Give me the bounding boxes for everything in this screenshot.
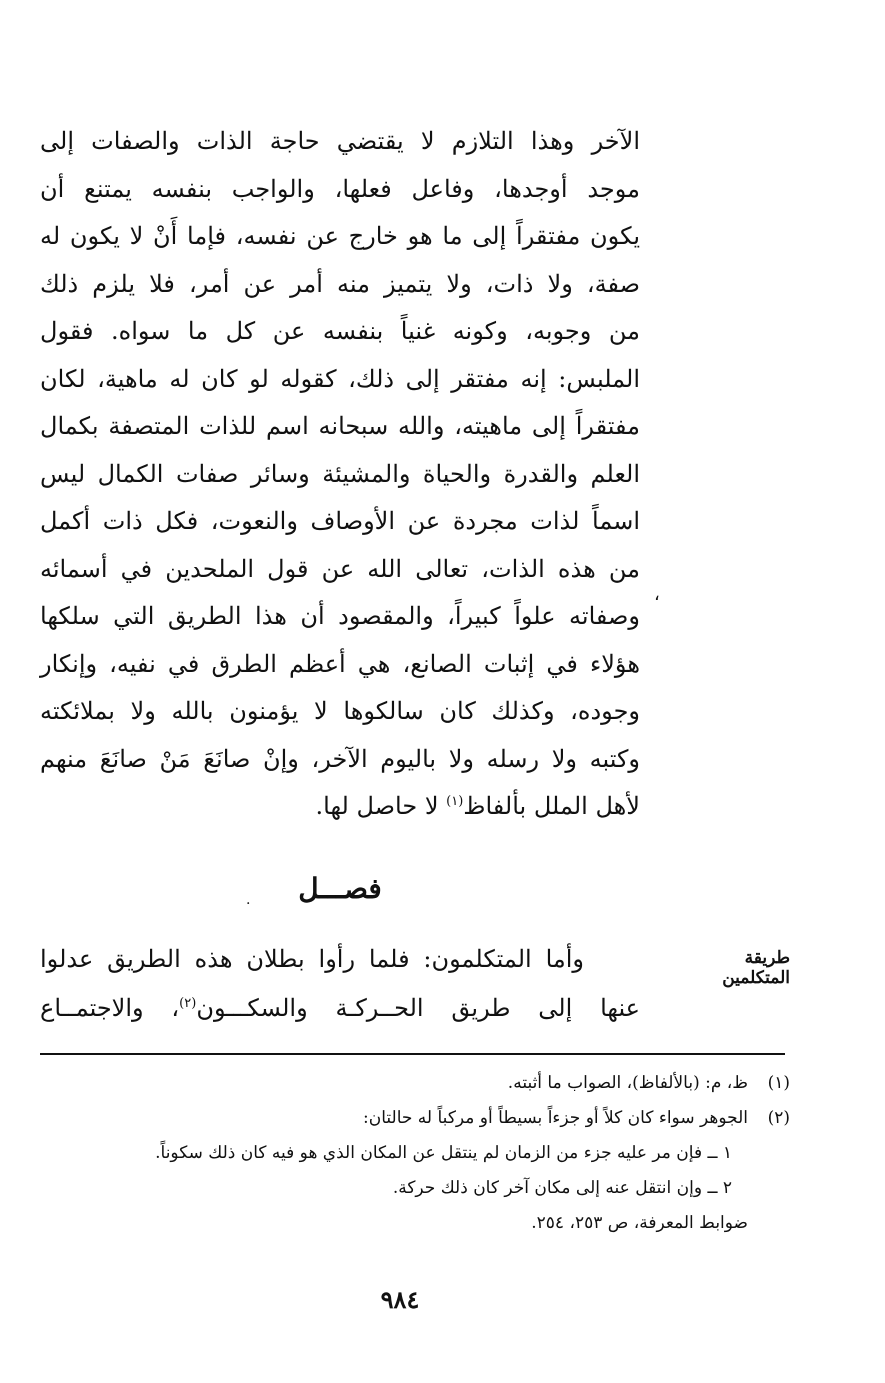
text-line: مفتقراً إلى ماهيته، والله سبحانه اسم للذات المتصفة بكمال <box>40 412 640 440</box>
text-line: اسماً لذات مجردة عن الأوصاف والنعوت، فكل ذات أكمل <box>40 507 640 535</box>
footnote-2-source-text: ضوابط المعرفة، ص ٢٥٣، ٢٥٤. <box>531 1213 748 1233</box>
text-line: من هذه الذات، تعالى الله عن قول الملحدين في أسمائه <box>40 554 640 583</box>
footnote-1 <box>40 1066 790 1101</box>
text-line: صفة، ولا ذات، ولا يتميز منه أمر عن أمر، فلا يلزم ذلك <box>40 269 640 298</box>
section-title: فصـــل <box>298 872 382 905</box>
footnote-1-number: (١) <box>767 1073 790 1093</box>
section-line-2 <box>40 984 640 1033</box>
main-text-block <box>40 118 640 831</box>
stray-dot: . <box>246 892 251 908</box>
footnotes-block <box>40 1066 790 1241</box>
section-text-block <box>40 935 640 1033</box>
footnote-ref-1: (١) <box>446 794 464 809</box>
last-line-after: لا حاصل لها. <box>315 792 447 820</box>
text-line-last <box>40 783 640 831</box>
footnote-2-text: الجوهر سواء كان كلاً أو جزءاً بسيطاً أو مركباً له حالتان: <box>363 1108 748 1128</box>
last-line-before: لأهل الملل بألفاظ <box>463 792 640 820</box>
margin-note: طريقة المتكلمين <box>722 948 790 988</box>
footnote-2-item-a <box>40 1136 790 1171</box>
text-line: وجوده، وكذلك كان سالكوها لا يؤمنون بالله ولا بملائكته <box>40 697 640 725</box>
footnote-1-text: ظ، م: (بالألفاظ)، الصواب ما أثبته. <box>507 1073 748 1093</box>
text-line: العلم والقدرة والحياة والمشيئة وسائر صفات الكمال ليس <box>40 459 640 488</box>
text-line: من وجوبه، وكونه غنياً بنفسه عن كل ما سواه. فقول <box>40 317 640 345</box>
footnote-divider <box>40 1053 785 1055</box>
footnote-ref-2: (٢) <box>179 996 197 1011</box>
text-line: هؤلاء في إثبات الصانع، هي أعظم الطرق في نفيه، وإنكار <box>40 649 640 678</box>
section-line-2-before: عنها إلى طريق الحــركـة والسكـــون <box>196 994 641 1022</box>
text-line: وكتبه ولا رسله ولا باليوم الآخر، وإنْ صانَعَ مَنْ صانَعَ منهم <box>40 744 640 773</box>
stray-mark: ، <box>654 584 660 605</box>
footnote-2 <box>40 1101 790 1136</box>
text-line: الملبس: إنه مفتقر إلى ذلك، كقوله لو كان له ماهية، لكان <box>40 364 640 393</box>
footnote-2-item-b-text: ٢ ــ وإن انتقل عنه إلى مكان آخر كان ذلك حركة. <box>392 1178 732 1198</box>
text-line: الآخر وهذا التلازم لا يقتضي حاجة الذات والصفات إلى <box>40 127 640 155</box>
text-line: وصفاته علواً كبيراً، والمقصود أن هذا الطريق التي سلكها <box>40 602 640 630</box>
footnote-2-item-a-text: ١ ــ فإن مر عليه جزء من الزمان لم ينتقل عن المكان الذي هو فيه كان ذلك سكوناً. <box>155 1143 732 1163</box>
page-number: ٩٨٤ <box>380 1285 420 1314</box>
footnote-2-number: (٢) <box>767 1108 790 1128</box>
section-line-2-after: ، والاجتمــاع <box>40 994 180 1022</box>
footnote-2-item-b <box>40 1171 790 1206</box>
footnote-2-source <box>40 1206 790 1241</box>
text-line: موجد أوجدها، وفاعل فعلها، والواجب بنفسه يمتنع أن <box>40 174 640 203</box>
section-line-1: وأما المتكلمون: فلما رأوا بطلان هذه الطريق عدلوا <box>40 945 584 973</box>
text-line: يكون مفتقراً إلى ما هو خارج عن نفسه، فإما أَنْ لا يكون له <box>40 222 640 250</box>
